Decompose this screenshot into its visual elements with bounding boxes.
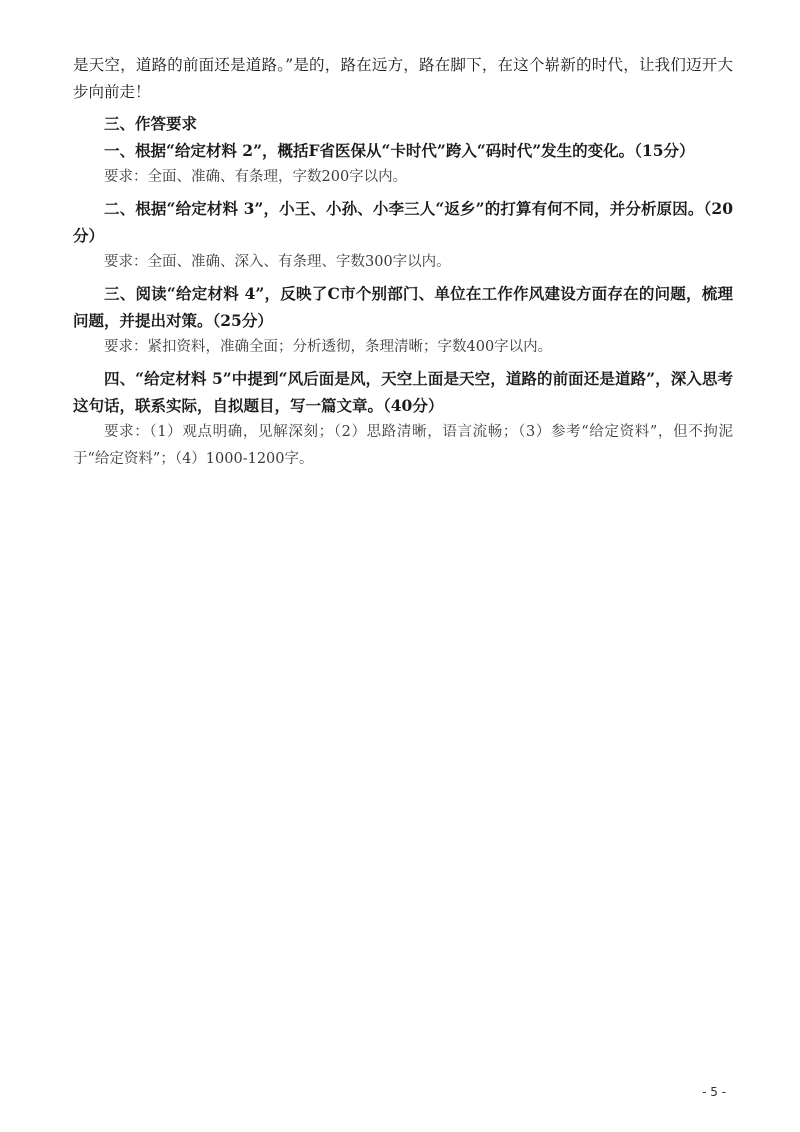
question-2: 二、根据“给定材料 3”，小王、小孙、小李三人“返乡”的打算有何不同，并分析原因。（20分） <box>73 199 733 245</box>
requirement-4: 要求：（1）观点明确，见解深刻；（2）思路清晰，语言流畅；（3）参考“给定资料”，但不拘泥于“给定资料”；（4）1000-1200字。 <box>73 424 733 467</box>
requirement-3: 要求：紧扣资料，准确全面；分析透彻，条理清晰；字数400字以内。 <box>104 339 553 355</box>
section-heading: 三、作答要求 <box>104 114 198 133</box>
question-3: 三、阅读“给定材料 4”，反映了C市个别部门、单位在工作作风建设方面存在的问题，梳理问题，并提出对策。（25分） <box>73 284 733 330</box>
requirement-2: 要求：全面、准确、深入、有条理、字数300字以内。 <box>104 254 451 270</box>
requirement-1: 要求：全面、准确、有条理，字数200字以内。 <box>104 169 408 185</box>
question-1: 一、根据“给定材料 2”，概括F省医保从“卡时代”跨入“码时代”发生的变化。（15分） <box>104 141 695 160</box>
document-page <box>73 52 733 473</box>
intro-paragraph: 是天空，道路的前面还是道路。”是的，路在远方，路在脚下，在这个崭新的时代，让我们迈开大步向前走！ <box>73 56 733 101</box>
question-4: 四、“给定材料 5”中提到“风后面是风，天空上面是天空，道路的前面还是道路”，深入思考这句话，联系实际，自拟题目，写一篇文章。（40分） <box>73 369 733 415</box>
page-number: - 5 - <box>702 1085 726 1099</box>
